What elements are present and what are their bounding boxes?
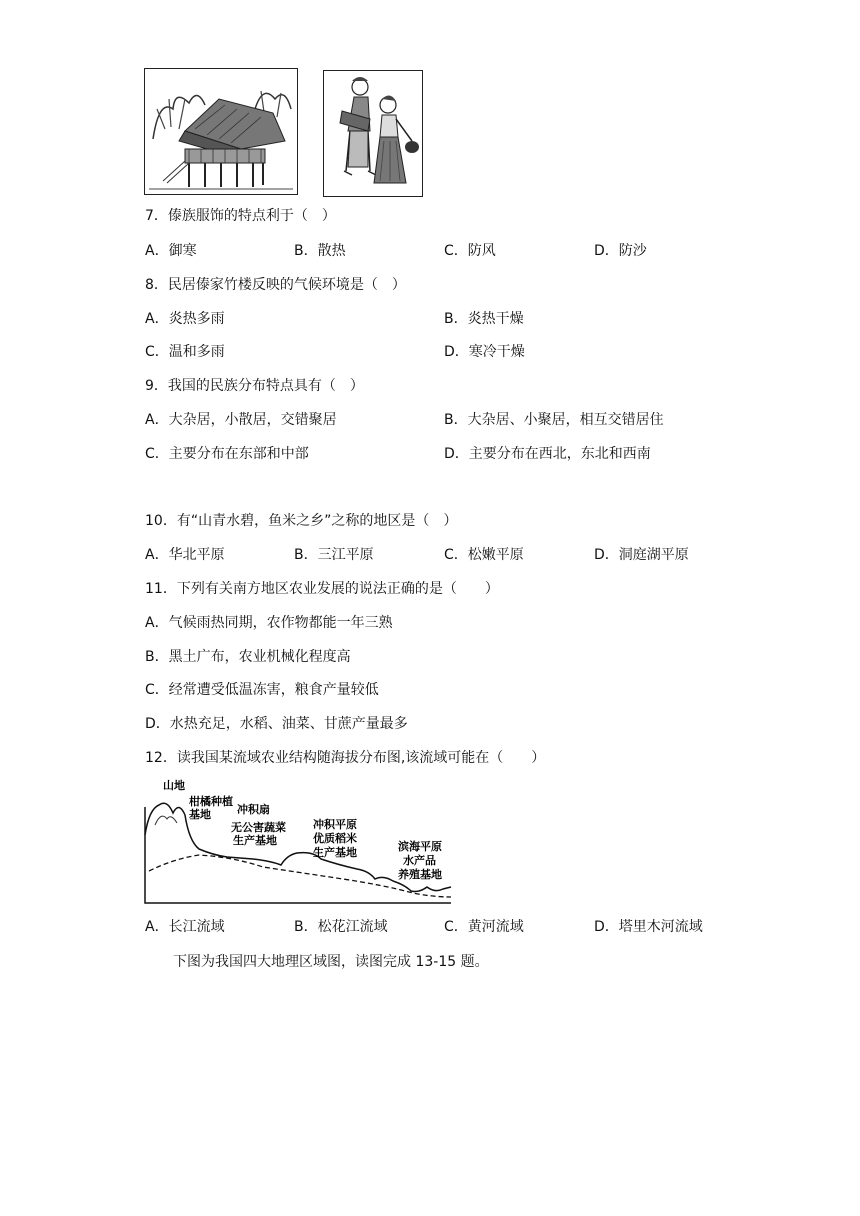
section-intro: 下图为我国四大地理区域图，读图完成 13-15 题。 [173, 954, 489, 970]
q11-option-b[interactable]: B．黑土广布，农业机械化程度高 [145, 649, 351, 665]
dai-costume-drawing [324, 71, 422, 196]
label-rice: 优质稻米 [313, 832, 357, 845]
question-7-stem: 7．傣族服饰的特点利于（ ） [145, 208, 336, 224]
question-9-stem: 9．我国的民族分布特点具有（ ） [145, 378, 364, 394]
q10-option-c[interactable]: C．松嫩平原 [444, 547, 524, 563]
question-12-stem: 12．读我国某流域农业结构随海拔分布图,该流域可能在（ ） [145, 750, 546, 766]
q12-option-b[interactable]: B．松花江流域 [294, 919, 388, 935]
q12-option-c[interactable]: C．黄河流域 [444, 919, 524, 935]
q11-option-a[interactable]: A．气候雨热同期，农作物都能一年三熟 [145, 615, 393, 631]
dai-costume-image [323, 70, 423, 197]
q10-option-b[interactable]: B．三江平原 [294, 547, 374, 563]
elevation-profile-drawing [143, 775, 453, 905]
label-coastal-plain: 滨海平原 [398, 840, 442, 853]
label-vegetables-base: 生产基地 [233, 834, 277, 847]
q10-option-d[interactable]: D．洞庭湖平原 [594, 547, 689, 563]
label-mountain: 山地 [163, 779, 185, 792]
q8-option-b[interactable]: B．炎热干燥 [444, 311, 524, 327]
bamboo-house-image [144, 68, 298, 195]
q7-option-a[interactable]: A．御寒 [145, 243, 197, 259]
label-aquatic-base: 养殖基地 [398, 868, 442, 881]
q9-option-c[interactable]: C．主要分布在东部和中部 [145, 446, 309, 462]
label-citrus: 柑橘种植 [189, 795, 233, 808]
q9-option-a[interactable]: A．大杂居，小散居，交错聚居 [145, 412, 337, 428]
q10-option-a[interactable]: A．华北平原 [145, 547, 225, 563]
q11-option-d[interactable]: D．水热充足，水稻、油菜、甘蔗产量最多 [145, 716, 408, 732]
q11-option-c[interactable]: C．经常遭受低温冻害，粮食产量较低 [145, 682, 379, 698]
q8-option-a[interactable]: A．炎热多雨 [145, 311, 225, 327]
label-rice-base: 生产基地 [313, 846, 357, 859]
question-11-stem: 11．下列有关南方地区农业发展的说法正确的是（ ） [145, 581, 499, 597]
label-vegetables: 无公害蔬菜 [231, 821, 286, 834]
label-alluvial-fan: 冲积扇 [237, 803, 270, 816]
bamboo-house-drawing [145, 69, 297, 194]
agriculture-elevation-diagram [143, 775, 453, 905]
label-citrus-base: 基地 [189, 808, 211, 821]
q9-option-d[interactable]: D．主要分布在西北，东北和西南 [444, 446, 651, 462]
q9-option-b[interactable]: B．大杂居、小聚居，相互交错居住 [444, 412, 664, 428]
question-8-stem: 8．民居傣家竹楼反映的气候环境是（ ） [145, 277, 406, 293]
q12-option-d[interactable]: D．塔里木河流域 [594, 919, 703, 935]
q8-option-c[interactable]: C．温和多雨 [145, 344, 225, 360]
q7-option-b[interactable]: B．散热 [294, 243, 346, 259]
q8-option-d[interactable]: D．寒冷干燥 [444, 344, 525, 360]
q7-option-d[interactable]: D．防沙 [594, 243, 647, 259]
label-alluvial-plain: 冲积平原 [313, 818, 357, 831]
label-aquatic: 水产品 [403, 854, 436, 867]
q7-option-c[interactable]: C．防风 [444, 243, 496, 259]
q12-option-a[interactable]: A．长江流域 [145, 919, 225, 935]
question-10-stem: 10．有“山青水碧，鱼米之乡”之称的地区是（ ） [145, 513, 458, 529]
